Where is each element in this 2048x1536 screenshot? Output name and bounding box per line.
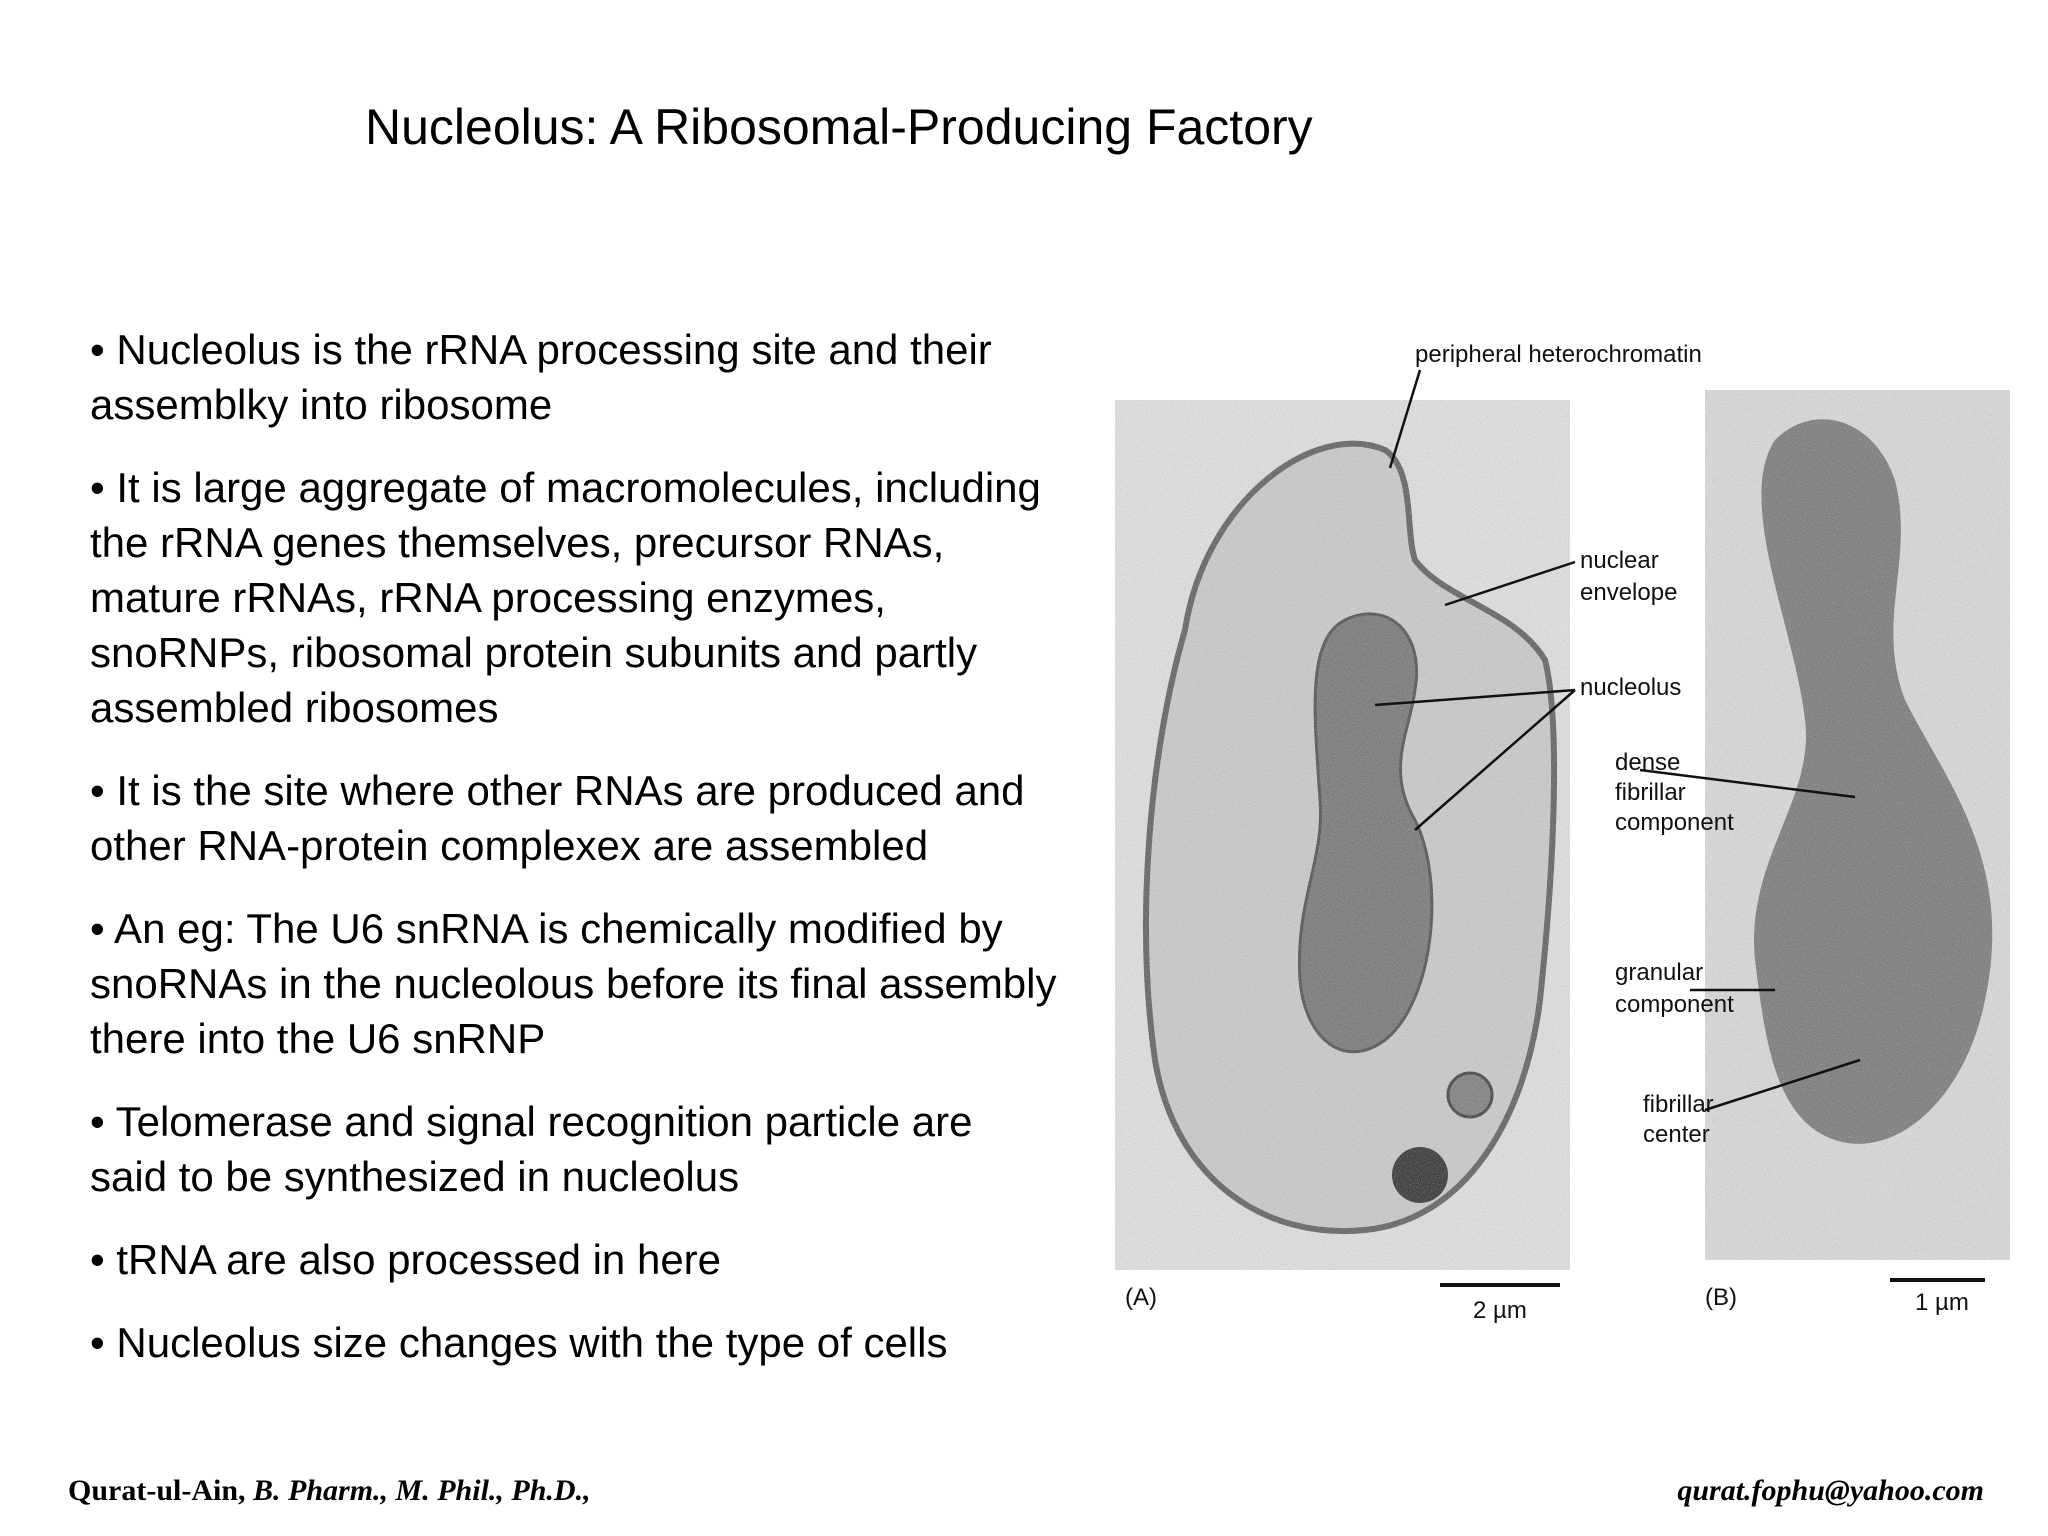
- label-granular-component: component: [1615, 991, 1734, 1018]
- bullet-item: • Telomerase and signal recognition particle are said to be synthesized in nucleolus: [90, 1098, 973, 1200]
- label-peripheral-heterochromatin: peripheral heterochromatin: [1415, 341, 1702, 368]
- label-granular: granular: [1615, 959, 1704, 986]
- bullet-item: • Nucleolus is the rRNA processing site and their assemblky into ribosome: [90, 326, 992, 428]
- panel-b-image: [1705, 390, 2010, 1260]
- panel-b-label: (B): [1705, 1284, 1737, 1311]
- author-name: Qurat-ul-Ain,: [68, 1474, 246, 1507]
- label-nuclear: nuclear: [1580, 547, 1659, 574]
- bullet-item: • Nucleolus size changes with the type of cells: [90, 1319, 948, 1366]
- author-degrees: B. Pharm., M. Phil., Ph.D.,: [245, 1474, 591, 1507]
- label-component: component: [1615, 809, 1734, 836]
- footer-author: [68, 1474, 591, 1508]
- label-center: center: [1643, 1121, 1710, 1148]
- nucleolus-micrograph: [1115, 300, 2015, 1340]
- scale-bar-a-label: 2 µm: [1473, 1297, 1527, 1324]
- panel-a-label: (A): [1125, 1284, 1157, 1311]
- slide-title: Nucleolus: A Ribosomal-Producing Factory: [365, 99, 1313, 155]
- bullet-item: • It is the site where other RNAs are produced and other RNA-protein complexex are assembled: [90, 767, 1025, 869]
- panel-a-image: [1115, 400, 1570, 1270]
- footer-email: qurat.fophu@yahoo.com: [1677, 1474, 1984, 1507]
- bullet-item: • An eg: The U6 snRNA is chemically modified by snoRNAs in the nucleolous before its final assembly there into the U6 snRNP: [90, 905, 1057, 1062]
- label-envelope: envelope: [1580, 579, 1678, 606]
- label-fibrillar: fibrillar: [1615, 779, 1686, 806]
- bullet-list: [90, 322, 1130, 1398]
- label-nucleolus: nucleolus: [1580, 674, 1682, 701]
- label-fibrillar-center-1: fibrillar: [1643, 1091, 1714, 1118]
- label-dense: dense: [1615, 749, 1681, 776]
- bullet-item: • It is large aggregate of macromolecules, including the rRNA genes themselves, precursor RNAs, mature rRNAs, rRNA processing enzymes, snoRNPs, ribosomal protein subunits and partly assembled ribosomes: [90, 464, 1041, 731]
- bullet-item: • tRNA are also processed in here: [90, 1236, 722, 1283]
- scale-bar-b-label: 1 µm: [1915, 1289, 1969, 1316]
